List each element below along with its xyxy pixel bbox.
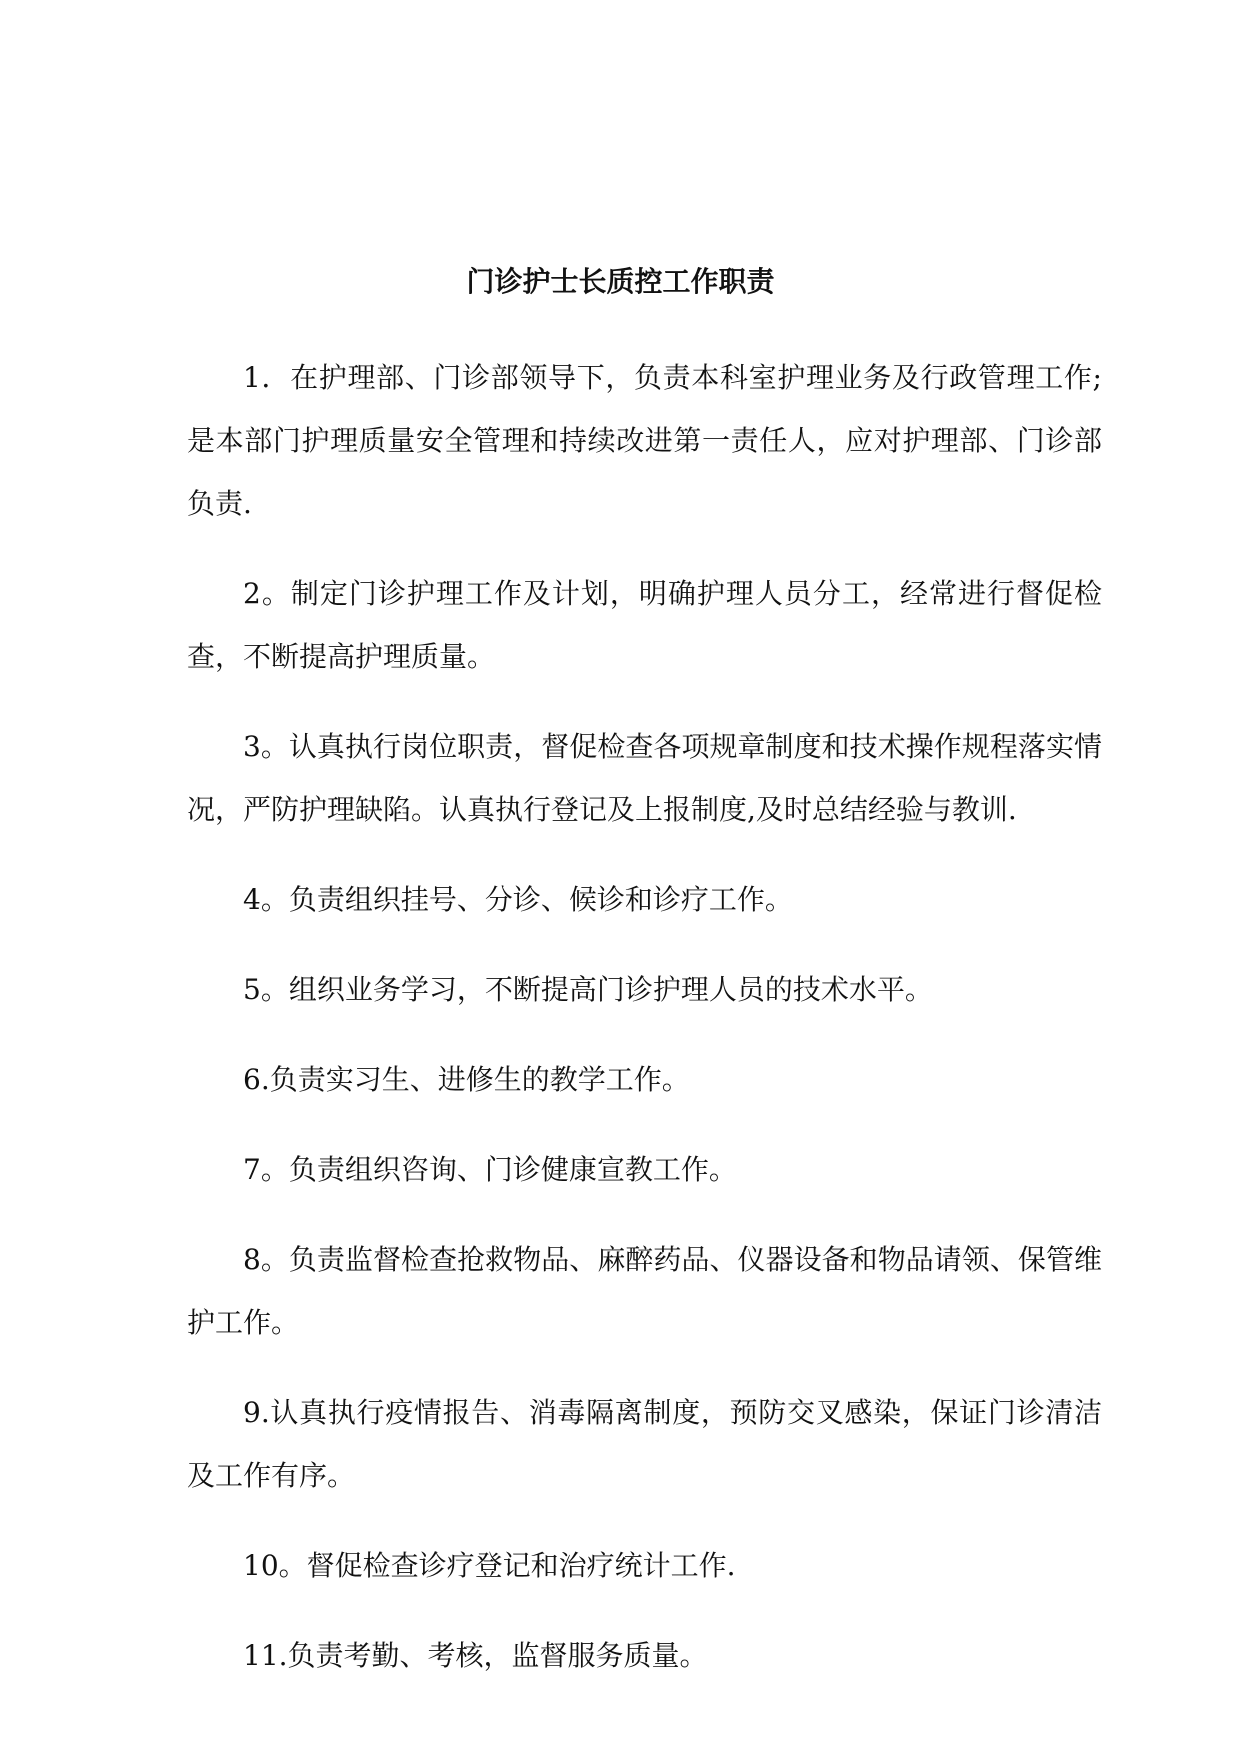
paragraph-7: 7。负责组织咨询、门诊健康宣教工作。	[243, 1153, 737, 1186]
document-title: 门诊护士长质控工作职责	[466, 265, 775, 298]
paragraph-2: 2。制定门诊护理工作及计划，明确护理人员分工，经常进行督促检查，不断提高护理质量。	[187, 577, 1102, 673]
paragraph-10: 10。督促检查诊疗登记和治疗统计工作.	[243, 1549, 736, 1582]
paragraph-3: 3。认真执行岗位职责，督促检查各项规章制度和技术操作规程落实情况，严防护理缺陷。认真执行登记及上报制度,及时总结经验与教训.	[187, 730, 1102, 826]
paragraph-6: 6.负责实习生、进修生的教学工作。	[243, 1063, 690, 1096]
paragraph-5: 5。组织业务学习，不断提高门诊护理人员的技术水平。	[243, 973, 933, 1006]
paragraph-1: 1．在护理部、门诊部领导下，负责本科室护理业务及行政管理工作;是本部门护理质量安全管理和持续改进第一责任人，应对护理部、门诊部负责.	[187, 361, 1102, 520]
paragraph-9: 9.认真执行疫情报告、消毒隔离制度，预防交叉感染，保证门诊清洁及工作有序。	[187, 1396, 1102, 1492]
document-body	[187, 346, 1102, 1714]
paragraph-4: 4。负责组织挂号、分诊、候诊和诊疗工作。	[243, 883, 793, 916]
paragraph-8: 8。负责监督检查抢救物品、麻醉药品、仪器设备和物品请领、保管维护工作。	[187, 1243, 1102, 1339]
paragraph-11: 11.负责考勤、考核，监督服务质量。	[243, 1639, 708, 1672]
